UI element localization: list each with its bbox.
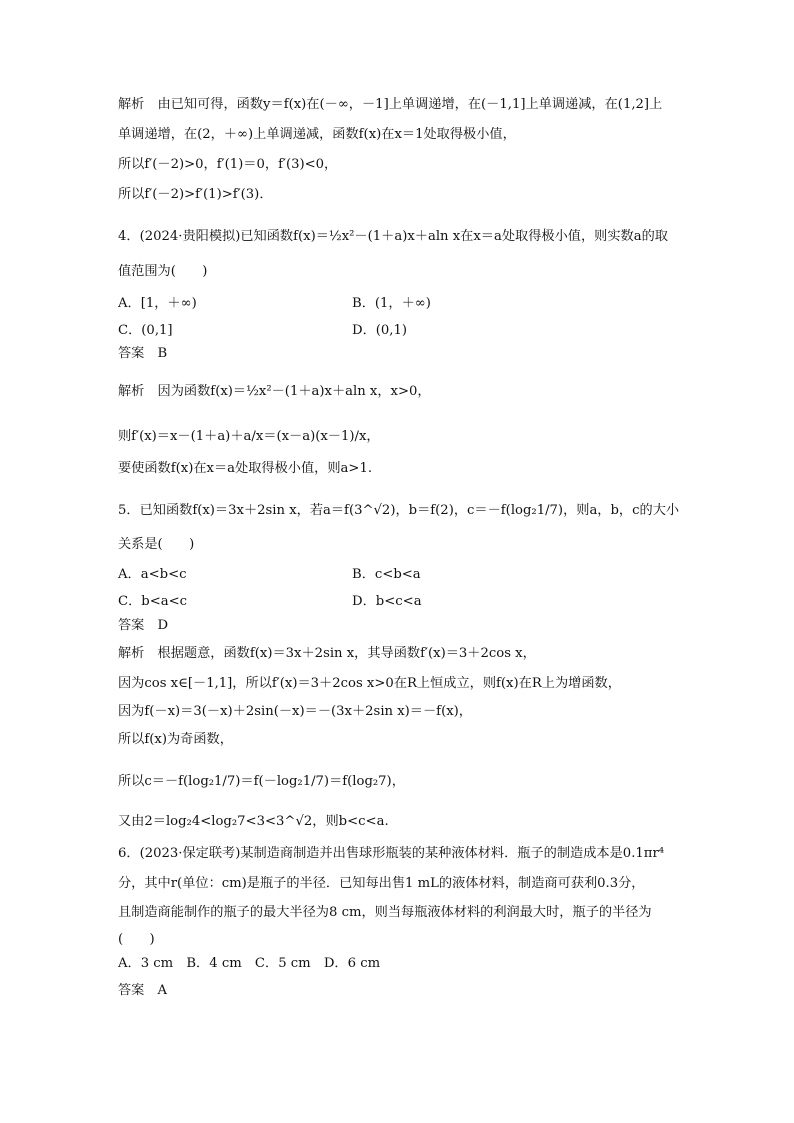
answer-line: 答案 B [118,346,168,361]
analysis-line: 所以f(x)为奇函数， [118,732,233,747]
analysis-line: 又由2＝log₂4<log₂7<3<3^√2，则b<c<a. [118,814,389,829]
analysis-line: 因为f(－x)＝3(－x)＋2sin(－x)＝－(3x＋2sin x)＝－f(x)， [118,704,472,719]
q5-option-a: A．a<b<c [118,567,187,582]
question-5-stem: 关系是( ) [118,537,195,552]
question-4-stem: 4．(2024·贵阳模拟)已知函数f(x)＝½x²－(1＋a)x＋aln x在x＝a处取得极小值，则实数a的取 [118,229,668,244]
analysis-line: 解析 因为函数f(x)＝½x²－(1＋a)x＋aln x，x>0， [118,384,431,399]
analysis-line: 解析 根据题意，函数f(x)＝3x＋2sin x，其导函数f′(x)＝3＋2cos x， [118,646,536,661]
question-6-stem: 分，其中r(单位：cm)是瓶子的半径．已知每出售1 mL的液体材料，制造商可获利0.3分， [118,876,645,891]
analysis-line: 所以f′(－2)>f′(1)>f′(3)． [118,187,273,202]
question-6-stem: 且制造商能制作的瓶子的最大半径为8 cm，则当每瓶液体材料的利润最大时，瓶子的半径为 [118,905,652,920]
q5-option-b: B．c<b<a [352,567,421,582]
analysis-line: 因为cos x∈[－1,1]，所以f′(x)＝3＋2cos x>0在R上恒成立，则f(x)在R上为增函数， [118,676,621,691]
q6-options: A．3 cm B．4 cm C．5 cm D．6 cm [118,956,381,971]
question-4-stem: 值范围为( ) [118,264,208,279]
q5-option-d: D．b<c<a [352,594,422,609]
analysis-line: 所以c＝－f(log₂1/7)＝f(－log₂1/7)＝f(log₂7)， [118,774,405,789]
q4-option-a: A．[1，＋∞) [118,296,197,311]
question-5-stem: 5．已知函数f(x)＝3x＋2sin x，若a＝f(3^√2)，b＝f(2)，c＝－f(log₂1/7)，则a，b，c的大小 [118,503,680,518]
answer-line: 答案 D [118,618,169,633]
analysis-line: 要使函数f(x)在x＝a处取得极小值，则a>1. [118,461,373,476]
q5-option-c: C．b<a<c [118,594,188,609]
question-6-stem: 6．(2023·保定联考)某制造商制造并出售球形瓶装的某种液体材料．瓶子的制造成本是0.1πr⁴ [118,846,665,861]
answer-line: 答案 A [118,983,168,998]
analysis-line: 解析 由已知可得，函数y＝f(x)在(－∞，－1]上单调递增，在(－1,1]上单调递减，在(1,2]上 [118,97,663,112]
q4-option-b: B．(1，＋∞) [352,296,431,311]
analysis-line: 所以f′(－2)>0，f′(1)＝0，f′(3)<0， [118,157,338,172]
q4-option-c: C．(0,1] [118,323,173,338]
question-6-stem: ( ) [118,932,155,947]
q4-option-d: D．(0,1) [352,323,408,338]
analysis-line: 则f′(x)＝x－(1＋a)＋a/x＝(x－a)(x－1)/x， [118,429,380,444]
analysis-line: 单调递增，在(2，＋∞)上单调递减，函数f(x)在x＝1处取得极小值， [118,127,516,142]
